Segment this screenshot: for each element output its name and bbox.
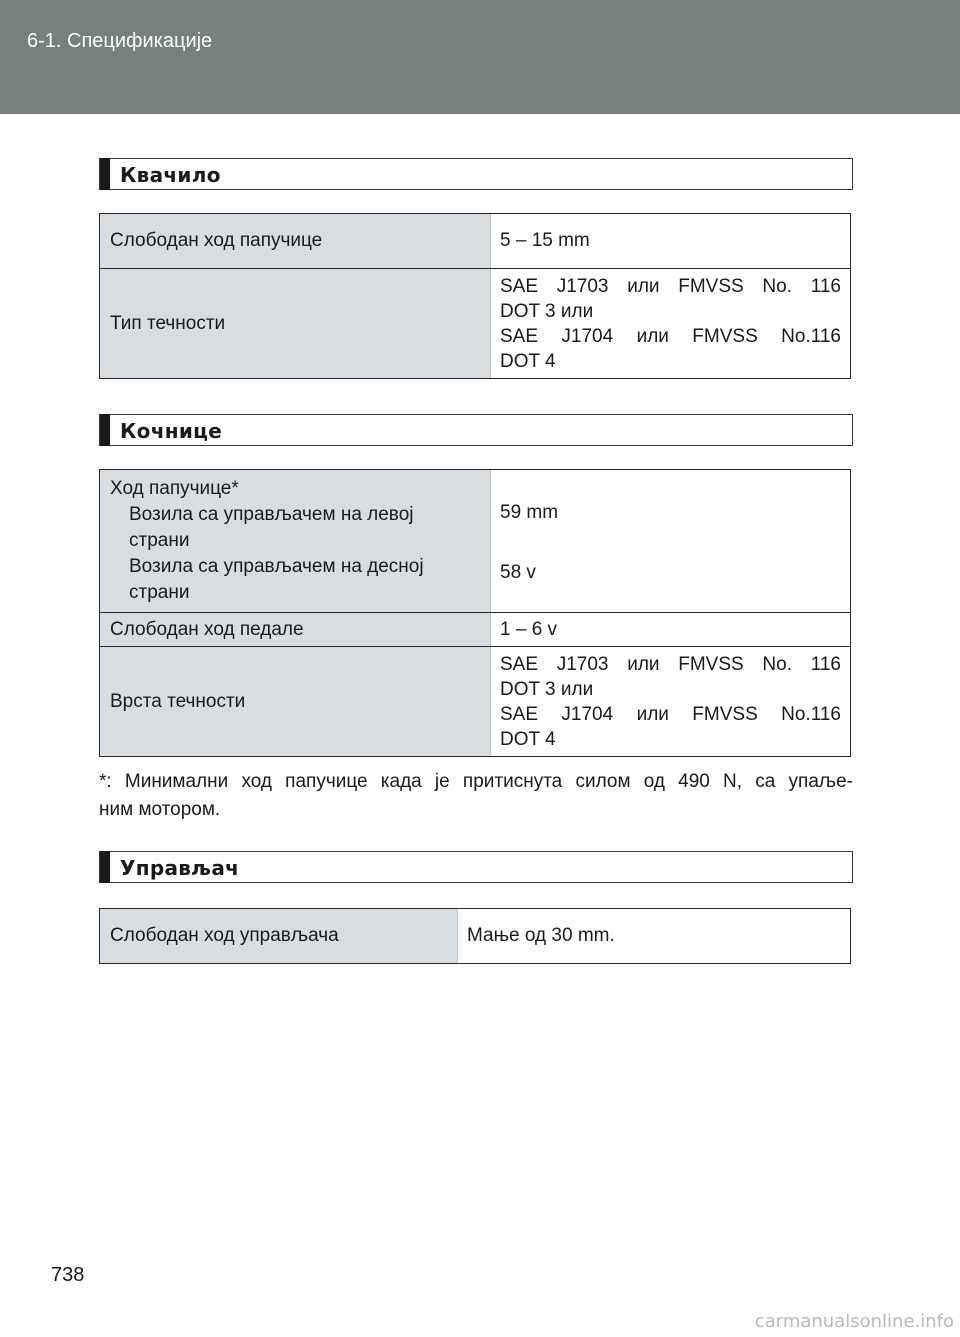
spec-value: 1 – 6 v	[491, 613, 850, 646]
brakes-table	[99, 469, 851, 757]
rhd-label: Возила са управљачем на десној	[129, 556, 424, 577]
footnote-line: ним мотором.	[99, 799, 221, 820]
table-row	[100, 268, 850, 378]
page-number: 738	[51, 1264, 85, 1286]
lhd-label: Возила са управљачем на левој	[129, 504, 414, 525]
spec-line: SAE J1703 или FMVSS No. 116	[500, 653, 841, 675]
brakes-heading	[99, 414, 853, 446]
spec-value	[491, 647, 850, 756]
clutch-title: Квачило	[120, 163, 221, 187]
spec-value: Мање од 30 mm.	[458, 909, 850, 963]
heading-marker	[100, 414, 110, 446]
steering-title: Управљач	[120, 856, 240, 880]
steering-table	[99, 908, 851, 964]
pedal-travel-label: Ход папучице*	[110, 478, 239, 499]
spec-line: DOT 4	[500, 728, 556, 750]
spec-key: Слободан ход управљача	[100, 909, 458, 963]
spec-key: Тип течности	[100, 269, 491, 378]
spec-key	[100, 470, 491, 612]
clutch-table	[99, 213, 851, 379]
header-band	[0, 0, 960, 114]
rhd-value: 58 v	[500, 562, 536, 583]
spec-key: Слободан ход педале	[100, 613, 491, 646]
watermark: carmanualsonline.info	[754, 1311, 954, 1332]
spec-line: SAE J1704 или FMVSS No.116	[500, 325, 841, 347]
heading-marker	[100, 851, 110, 883]
table-row	[100, 470, 850, 612]
spec-line: DOT 3 или	[500, 300, 594, 322]
clutch-heading	[99, 158, 853, 190]
spec-key: Врста течности	[100, 647, 491, 756]
table-row	[100, 646, 850, 756]
spec-value	[491, 269, 850, 378]
table-row	[100, 612, 850, 646]
spec-key: Слободан ход папучице	[100, 214, 491, 268]
lhd-label-cont: страни	[129, 530, 190, 551]
brakes-title: Кочнице	[120, 419, 223, 443]
rhd-label-cont: страни	[129, 582, 190, 603]
spec-value: 5 – 15 mm	[491, 214, 850, 268]
section-title: 6-1. Спецификације	[27, 30, 213, 52]
spec-line: SAE J1703 или FMVSS No. 116	[500, 275, 841, 297]
spec-line: DOT 4	[500, 350, 556, 372]
table-row	[100, 909, 850, 963]
spec-value	[491, 470, 850, 612]
spec-line: DOT 3 или	[500, 678, 594, 700]
table-row	[100, 214, 850, 268]
lhd-value: 59 mm	[500, 502, 559, 523]
steering-heading	[99, 851, 853, 883]
footnote	[99, 768, 853, 824]
spec-line: SAE J1704 или FMVSS No.116	[500, 703, 841, 725]
heading-marker	[100, 158, 110, 190]
footnote-line: *: Минимални ход папучице када је притиснута силом од 490 N, са упаље-	[99, 771, 853, 792]
